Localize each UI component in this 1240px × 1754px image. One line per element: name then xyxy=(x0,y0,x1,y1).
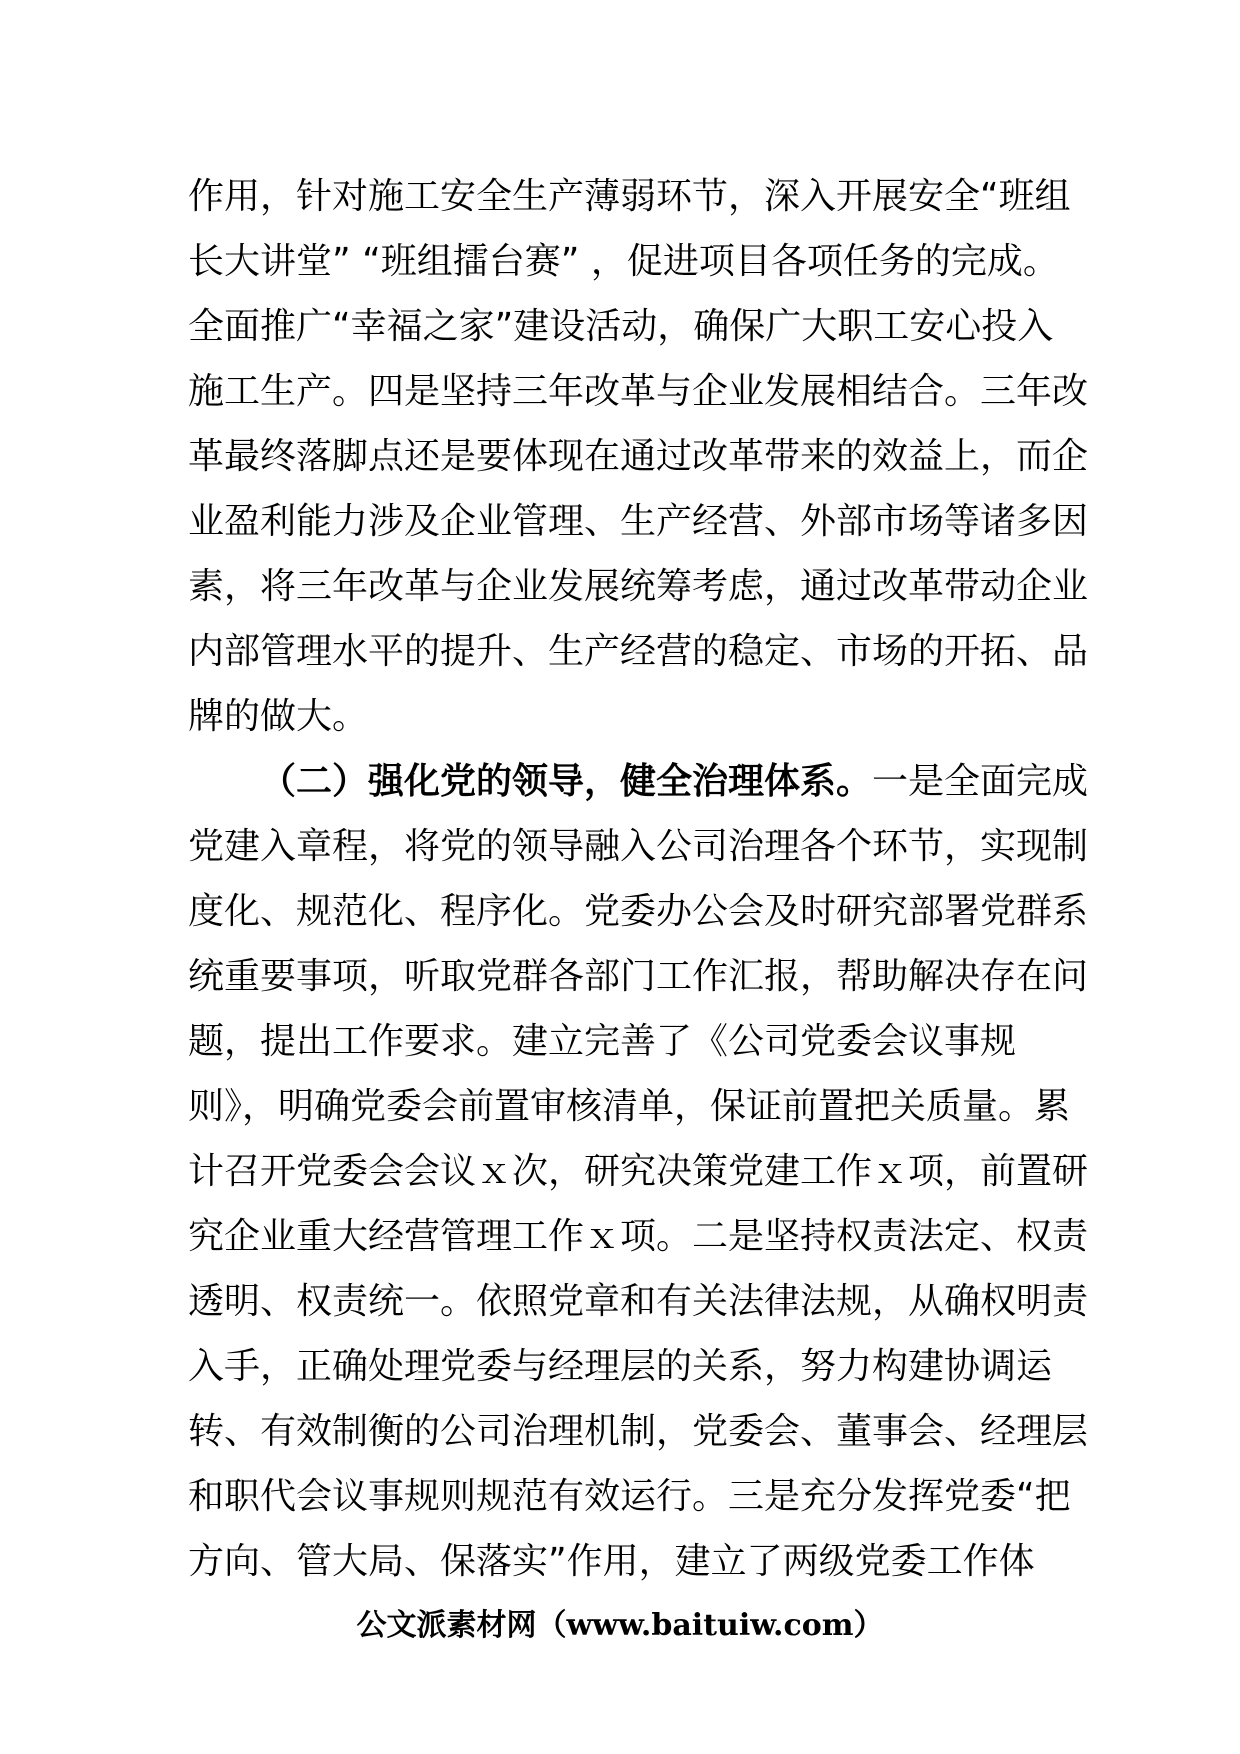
text-line: 究企业重大经营管理工作ｘ项。二是坚持权责法定、权责 xyxy=(188,1216,1089,1257)
footer-watermark: 公文派素材网（www.baituiw.com） xyxy=(356,1608,884,1643)
text-line: 素，将三年改革与企业发展统筹考虑，通过改革带动企业 xyxy=(188,566,1089,607)
text-line: 透明、权责统一。依照党章和有关法律法规，从确权明责 xyxy=(188,1281,1089,1322)
text-line: 党建入章程，将党的领导融入公司治理各个环节，实现制 xyxy=(188,826,1089,867)
text-line: 内部管理水平的提升、生产经营的稳定、市场的开拓、品 xyxy=(188,631,1089,672)
text-line: 长大讲堂” “班组擂台赛” ，促进项目各项任务的完成。 xyxy=(188,241,1059,282)
text-line: 统重要事项，听取党群各部门工作汇报，帮助解决存在问 xyxy=(188,956,1089,997)
text-line: 则》，明确党委会前置审核清单，保证前置把关质量。累 xyxy=(188,1086,1071,1127)
text-line: 度化、规范化、程序化。党委办公会及时研究部署党群系 xyxy=(188,891,1089,932)
text-line: 施工生产。四是坚持三年改革与企业发展相结合。三年改 xyxy=(188,371,1089,412)
text-line: 作用，针对施工安全生产薄弱环节，深入开展安全“班组 xyxy=(188,176,1071,217)
text-line: 牌的做大。 xyxy=(188,696,369,737)
body-text xyxy=(188,164,1089,1594)
text-line: 计召开党委会会议ｘ次，研究决策党建工作ｘ项，前置研 xyxy=(188,1151,1089,1192)
section-heading-line xyxy=(188,749,1089,814)
text-line: 全面推广“幸福之家”建设活动，确保广大职工安心投入 xyxy=(188,306,1054,347)
text-line: 题，提出工作要求。建立完善了《公司党委会议事规 xyxy=(188,1021,1017,1062)
text-line: 转、有效制衡的公司治理机制，党委会、董事会、经理层 xyxy=(188,1411,1089,1452)
section-heading: （二）强化党的领导，健全治理体系。 xyxy=(260,761,873,802)
text-line: 革最终落脚点还是要体现在通过改革带来的效益上，而企 xyxy=(188,436,1089,477)
text-line: 业盈利能力涉及企业管理、生产经营、外部市场等诸多因 xyxy=(188,501,1089,542)
text-line: 和职代会议事规则规范有效运行。三是充分发挥党委“把 xyxy=(188,1476,1071,1517)
text-line: 方向、管大局、保落实”作用，建立了两级党委工作体 xyxy=(188,1541,1035,1582)
section-heading-tail: 一是全面完成 xyxy=(872,761,1089,802)
text-line: 入手，正确处理党委与经理层的关系，努力构建协调运 xyxy=(188,1346,1053,1387)
